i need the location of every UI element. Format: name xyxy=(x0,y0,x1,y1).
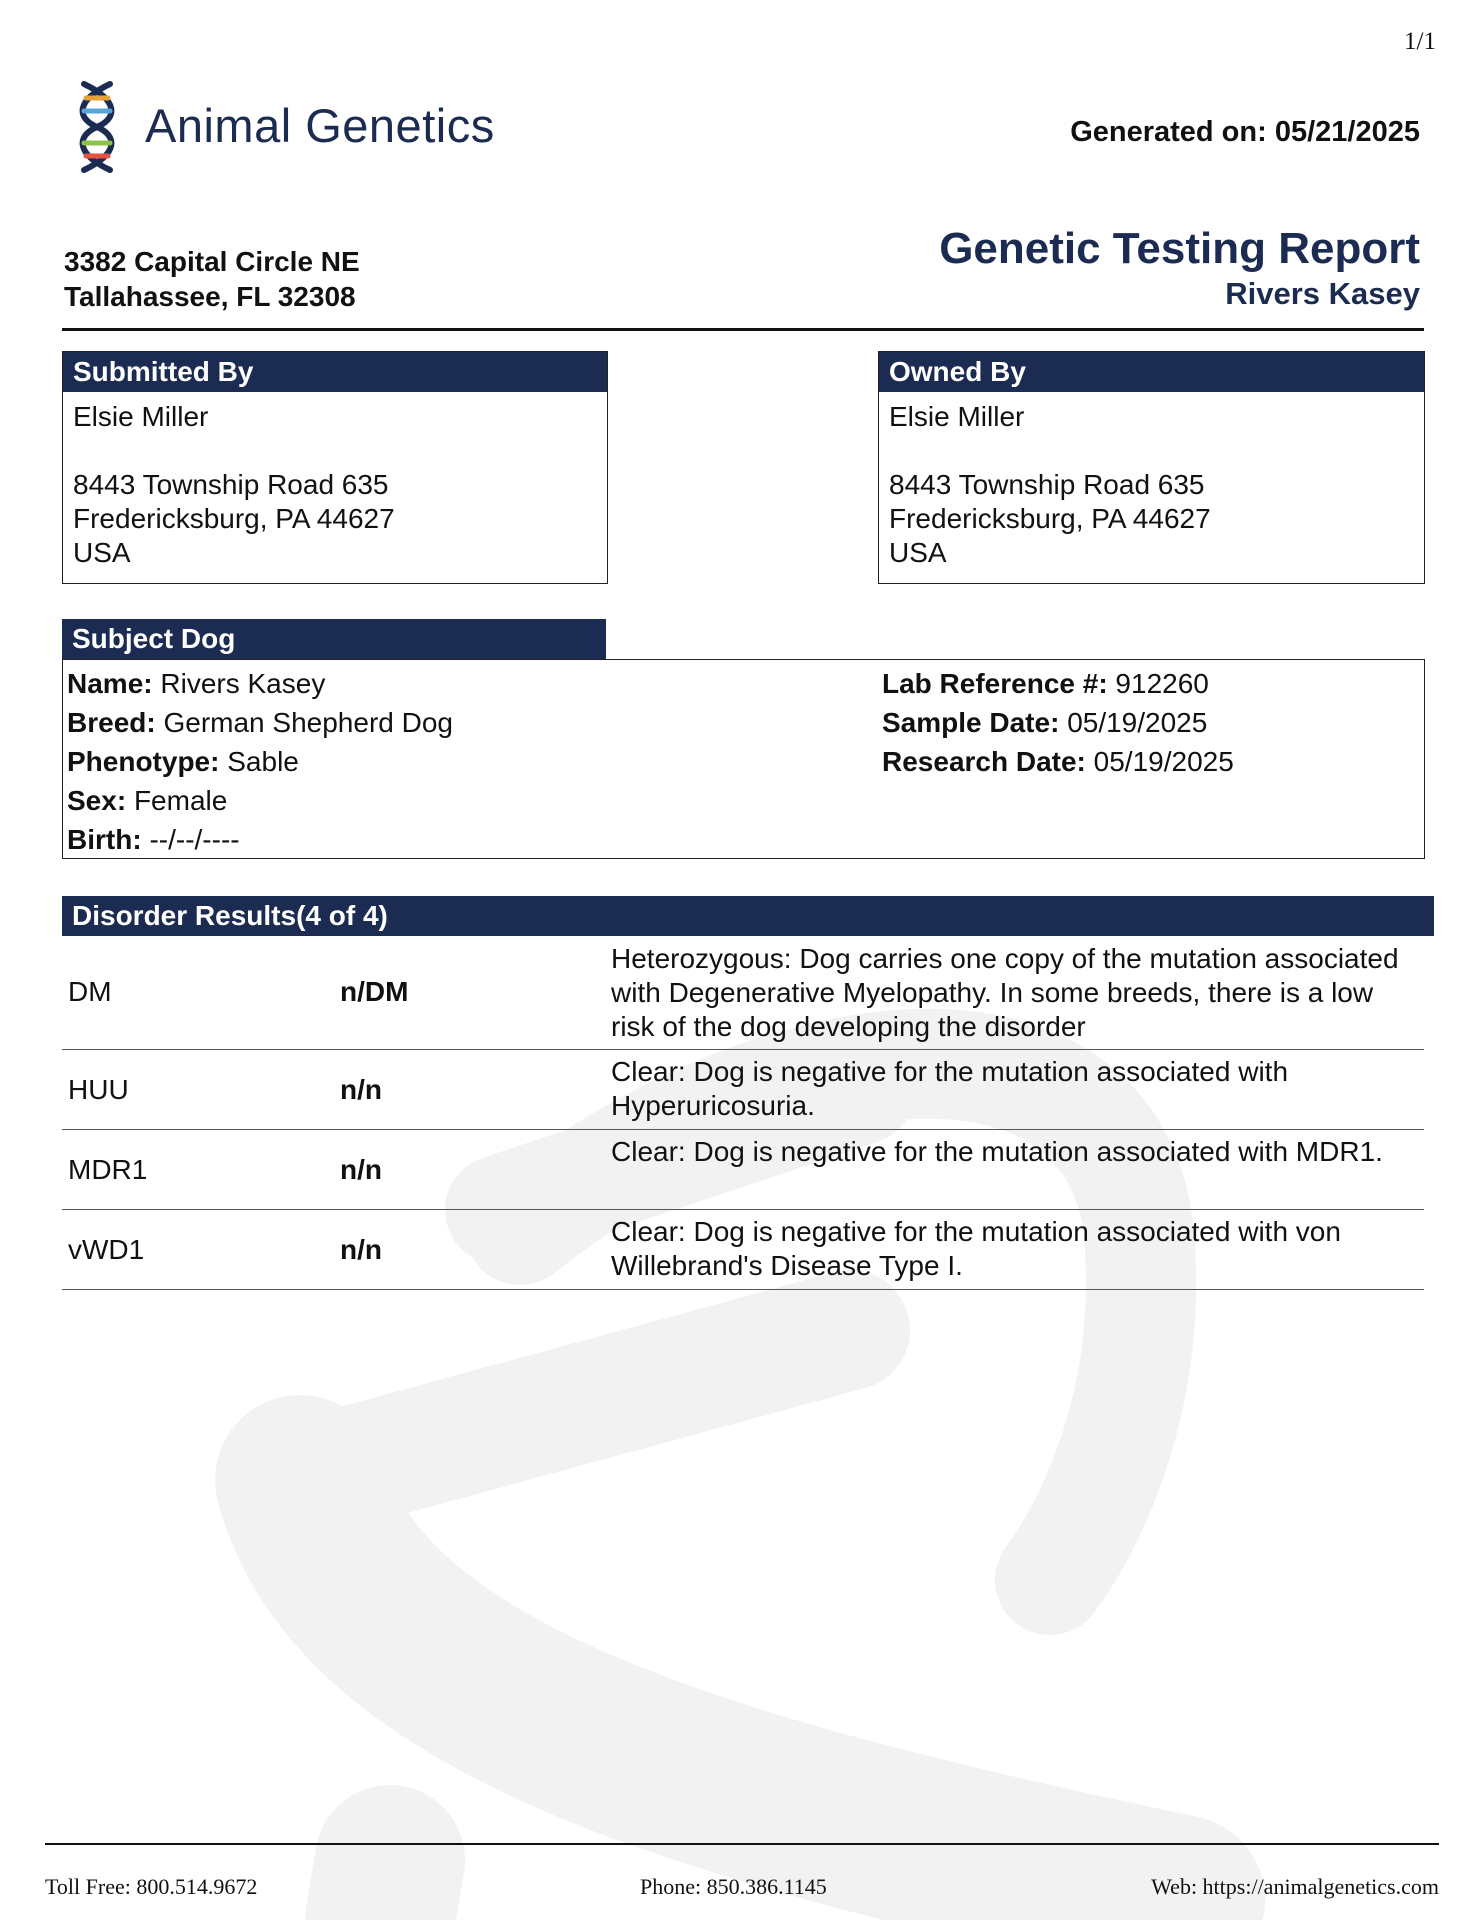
page-number: 1/1 xyxy=(1404,28,1436,55)
table-row xyxy=(62,1130,1424,1210)
dna-helix-icon xyxy=(70,78,124,176)
footer-toll-free: Toll Free: 800.514.9672 xyxy=(45,1874,258,1899)
research-date-label: Research Date: xyxy=(882,746,1086,777)
dog-birth-value: --/--/---- xyxy=(149,824,240,855)
disorder-code: DM xyxy=(68,976,112,1007)
header-divider xyxy=(62,328,1424,331)
sample-date-row xyxy=(882,703,1234,742)
owned-by-city: Fredericksburg, PA 44627 xyxy=(889,503,1211,534)
generated-label: Generated on: xyxy=(1070,116,1267,148)
submitted-by-city: Fredericksburg, PA 44627 xyxy=(73,503,395,534)
owned-by-box xyxy=(878,351,1425,584)
address-line2: Tallahassee, FL 32308 xyxy=(64,281,356,312)
address-line1: 3382 Capital Circle NE xyxy=(64,246,360,277)
disorder-genotype: n/n xyxy=(340,1154,382,1185)
submitted-by-box xyxy=(62,351,608,584)
dog-phenotype-label: Phenotype: xyxy=(67,746,220,777)
disorder-description: Clear: Dog is negative for the mutation associated with MDR1. xyxy=(611,1136,1383,1167)
research-date-value: 05/19/2025 xyxy=(1093,746,1234,777)
sample-date-label: Sample Date: xyxy=(882,707,1060,738)
disorder-code: vWD1 xyxy=(68,1234,145,1265)
brand-name: Animal Genetics xyxy=(145,99,495,152)
subject-dog-heading: Subject Dog xyxy=(62,619,606,659)
dog-sex-row xyxy=(67,781,453,820)
disorder-genotype: n/DM xyxy=(340,976,409,1007)
sample-date-value: 05/19/2025 xyxy=(1067,707,1208,738)
dog-name-row xyxy=(67,664,453,703)
report-subject: Rivers Kasey xyxy=(1225,276,1420,311)
dog-sex-label: Sex: xyxy=(67,785,127,816)
disorder-code: MDR1 xyxy=(68,1154,148,1185)
submitted-by-heading: Submitted By xyxy=(63,352,607,392)
owned-by-heading: Owned By xyxy=(879,352,1424,392)
disorder-code: HUU xyxy=(68,1074,129,1105)
dog-birth-label: Birth: xyxy=(67,824,142,855)
lab-ref-label: Lab Reference #: xyxy=(882,668,1108,699)
subject-dog-box xyxy=(62,659,1425,859)
disorder-genotype: n/n xyxy=(340,1234,382,1265)
disorder-description: Heterozygous: Dog carries one copy of the mutation associated with Degenerative Myelopathy. In some breeds, there is a low risk of the dog developing the disorder xyxy=(611,943,1399,1042)
footer-divider xyxy=(45,1843,1439,1845)
owned-by-name: Elsie Miller xyxy=(889,401,1025,432)
disorder-results-heading: Disorder Results(4 of 4) xyxy=(62,896,1434,936)
lab-ref-row xyxy=(882,664,1234,703)
table-row xyxy=(62,937,1424,1050)
disorder-description: Clear: Dog is negative for the mutation associated with Hyperuricosuria. xyxy=(611,1056,1289,1121)
owned-by-country: USA xyxy=(889,537,947,568)
disorder-description: Clear: Dog is negative for the mutation associated with von Willebrand's Disease Type I. xyxy=(611,1216,1341,1281)
lab-address xyxy=(64,244,360,314)
footer-web-link[interactable]: Web: https://animalgenetics.com xyxy=(1151,1874,1439,1899)
dog-name-label: Name: xyxy=(67,668,153,699)
report-title: Genetic Testing Report xyxy=(939,224,1420,273)
dog-phenotype-value: Sable xyxy=(227,746,299,777)
disorder-results-table xyxy=(62,937,1424,1290)
submitted-by-street: 8443 Township Road 635 xyxy=(73,469,389,500)
dog-breed-value: German Shepherd Dog xyxy=(163,707,453,738)
generated-value: 05/21/2025 xyxy=(1274,116,1420,148)
submitted-by-name: Elsie Miller xyxy=(73,401,209,432)
generated-date xyxy=(1070,116,1420,149)
dog-breed-label: Breed: xyxy=(67,707,156,738)
submitted-by-country: USA xyxy=(73,537,131,568)
footer-phone: Phone: 850.386.1145 xyxy=(640,1874,827,1899)
dog-birth-row xyxy=(67,820,453,859)
research-date-row xyxy=(882,742,1234,781)
lab-ref-value: 912260 xyxy=(1115,668,1209,699)
owned-by-street: 8443 Township Road 635 xyxy=(889,469,1205,500)
table-row xyxy=(62,1210,1424,1290)
dog-name-value: Rivers Kasey xyxy=(160,668,326,699)
dog-sex-value: Female xyxy=(133,785,228,816)
dog-phenotype-row xyxy=(67,742,453,781)
disorder-genotype: n/n xyxy=(340,1074,382,1105)
dog-breed-row xyxy=(67,703,453,742)
table-row xyxy=(62,1050,1424,1130)
